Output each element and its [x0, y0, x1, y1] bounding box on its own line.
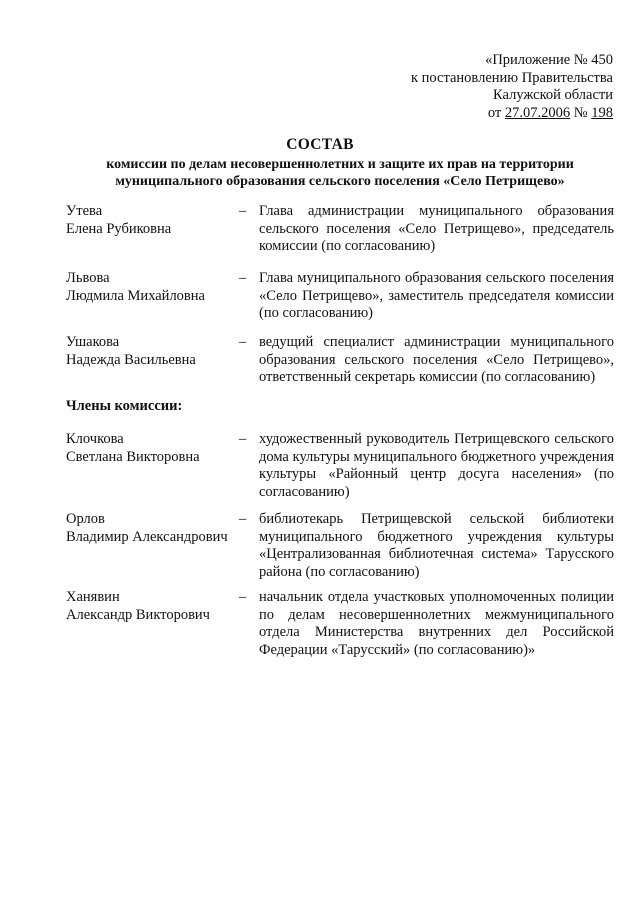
annex-line-2: к постановлению Правительства — [411, 69, 613, 86]
annex-line-3: Калужской области — [493, 87, 613, 103]
entry-dash: – — [239, 431, 247, 447]
entry-role: Глава муниципального образования сельского поселения «Село Петрищево», заместитель председателя комиссии (по согласованию) — [259, 270, 614, 321]
entry-surname: Львова — [66, 270, 110, 286]
entry-role: художественный руководитель Петрищевского сельского дома культуры муниципального бюджетного учреждения культуры «Районный центр досуга населения» (по согласованию) — [259, 431, 614, 500]
entry-surname: Утева — [66, 203, 103, 219]
annex-number: 198 — [591, 104, 613, 121]
entry-name — [66, 431, 236, 466]
entry-given-names: Александр Викторович — [66, 606, 210, 623]
entry-role: библиотекарь Петрищевской сельской библиотеки муниципального бюджетного учреждения культуры «Централизованная библиотечная система» Тарусского района (по согласованию) — [259, 511, 614, 580]
entry-name — [66, 511, 236, 546]
entry-dash: – — [239, 589, 247, 605]
document-title: СОСТАВ — [286, 136, 354, 153]
entry-given-names: Владимир Александрович — [66, 528, 228, 545]
entry-surname: Ханявин — [66, 589, 120, 605]
entry-name — [66, 203, 236, 238]
entry-dash: – — [239, 334, 247, 350]
annex-line-4 — [411, 105, 613, 123]
entry-surname: Ушакова — [66, 334, 120, 350]
entry-dash: – — [239, 270, 247, 286]
annex-header — [411, 52, 613, 122]
entry-name — [66, 334, 236, 369]
annex-line-1: «Приложение № 450 — [485, 52, 613, 68]
entry-role: Глава администрации муниципального образования сельского поселения «Село Петрищево», председатель комиссии (по согласованию) — [259, 203, 614, 254]
entry-surname: Орлов — [66, 511, 105, 527]
entry-role: ведущий специалист администрации муниципального образования сельского поселения «Село Петрищево», ответственный секретарь комиссии (по согласованию) — [259, 334, 614, 385]
members-heading: Члены комиссии: — [66, 398, 183, 414]
entry-given-names: Людмила Михайловна — [66, 287, 205, 304]
entry-name — [66, 589, 236, 624]
annex-number-sign: № — [570, 104, 592, 121]
entry-given-names: Елена Рубиковна — [66, 220, 172, 237]
entry-name — [66, 270, 236, 305]
entry-given-names: Светлана Викторовна — [66, 448, 200, 465]
annex-date-prefix: от — [487, 104, 505, 121]
entry-surname: Клочкова — [66, 431, 124, 447]
entry-dash: – — [239, 203, 247, 219]
entry-role: начальник отдела участковых уполномоченных полиции по делам несовершеннолетних межмуниципального отдела Министерства внутренних дел Российской Федерации «Тарусский» (по согласованию)» — [259, 589, 614, 658]
entry-given-names: Надежда Васильевна — [66, 351, 196, 368]
entry-dash: – — [239, 511, 247, 527]
annex-date: 27.07.2006 — [504, 104, 571, 121]
document-subtitle: комиссии по делам несовершеннолетних и защите их прав на территории муниципального образования сельского поселения «Село Петрищево» — [106, 157, 574, 189]
